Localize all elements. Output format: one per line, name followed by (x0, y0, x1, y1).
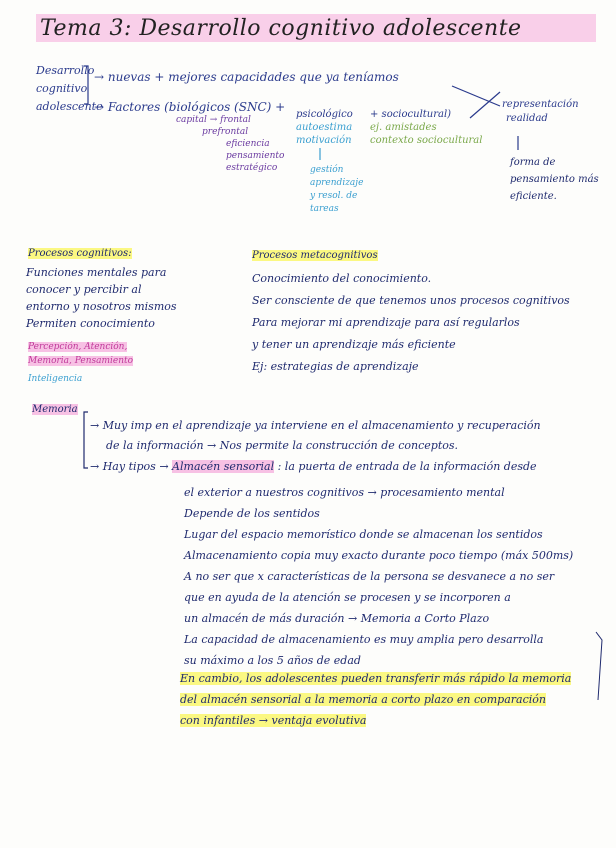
intro-factores: → Factores (biológicos (SNC) + (94, 100, 286, 114)
procesos-cognitivos-examples: Percepción, Atención, Memoria, Pensamiento Inteligencia (28, 342, 134, 384)
sociocultural-list: + sociocultural) ej. amistades contexto sociocultural (370, 109, 483, 146)
psicologico-list: psicológico autoestima motivación (296, 109, 353, 146)
biologico-list: capital → frontal prefrontal eficiencia pensamiento estratégico (176, 115, 285, 173)
page-title: Tema 3: Desarrollo cognitivo adolescente (40, 16, 522, 41)
procesos-meta-heading: Procesos metacognitivos (252, 250, 378, 261)
memoria-heading: Memoria (32, 404, 78, 415)
intro-label: Desarrollo cognitivo adolescente (36, 64, 103, 113)
forma-pensamiento: forma de pensamiento más eficiente. (510, 157, 599, 202)
representacion: representación realidad (502, 99, 579, 124)
memoria-body: el exterior a nuestros cognitivos → procesamiento mental Depende de los sentidos Lugar del espacio memorístico donde se almacenan los sentidos Almacenamiento copia muy exacto durante poco tiempo (máx 500ms) A no ser que x características de la persona se desvanece a no ser que en ayuda de la atención se procesen y se incorporen a un almacén de más duración → Memoria a Corto Plazo La capacidad de almacenamiento es muy amplia pero desarrolla su máximo a los 5 años de edad (184, 486, 574, 667)
intro-line1: → nuevas + mejores capacidades que ya teníamos (94, 70, 399, 84)
procesos-cognitivos-text: Funciones mentales para conocer y percibir al entorno y nosotros mismos Permiten conocimiento (26, 266, 177, 330)
memoria-intro: → Muy imp en el aprendizaje ya interviene en el almacenamiento y recuperación de la información → Nos permite la construcción de conceptos. (90, 419, 541, 452)
memoria-tipos: → Hay tipos → Almacén sensorial : la puerta de entrada de la información desde (90, 460, 537, 473)
procesos-meta-text: Conocimiento del conocimiento. Ser consciente de que tenemos unos procesos cognitivos Para mejorar mi aprendizaje para así regularlos y tener un aprendizaje más eficiente Ej: estrategias de aprendizaje (252, 272, 570, 373)
procesos-cognitivos-heading: Procesos cognitivos: (28, 248, 132, 259)
psico-sub-list: gestión aprendizaje y resol. de tareas (310, 165, 364, 214)
memoria-closing: En cambio, los adolescentes pueden transferir más rápido la memoria del almacén sensorial a la memoria a corto plazo en comparación con infantiles → ventaja evolutiva (180, 672, 572, 727)
almacen-sensorial-label: Almacén sensorial (172, 460, 275, 473)
